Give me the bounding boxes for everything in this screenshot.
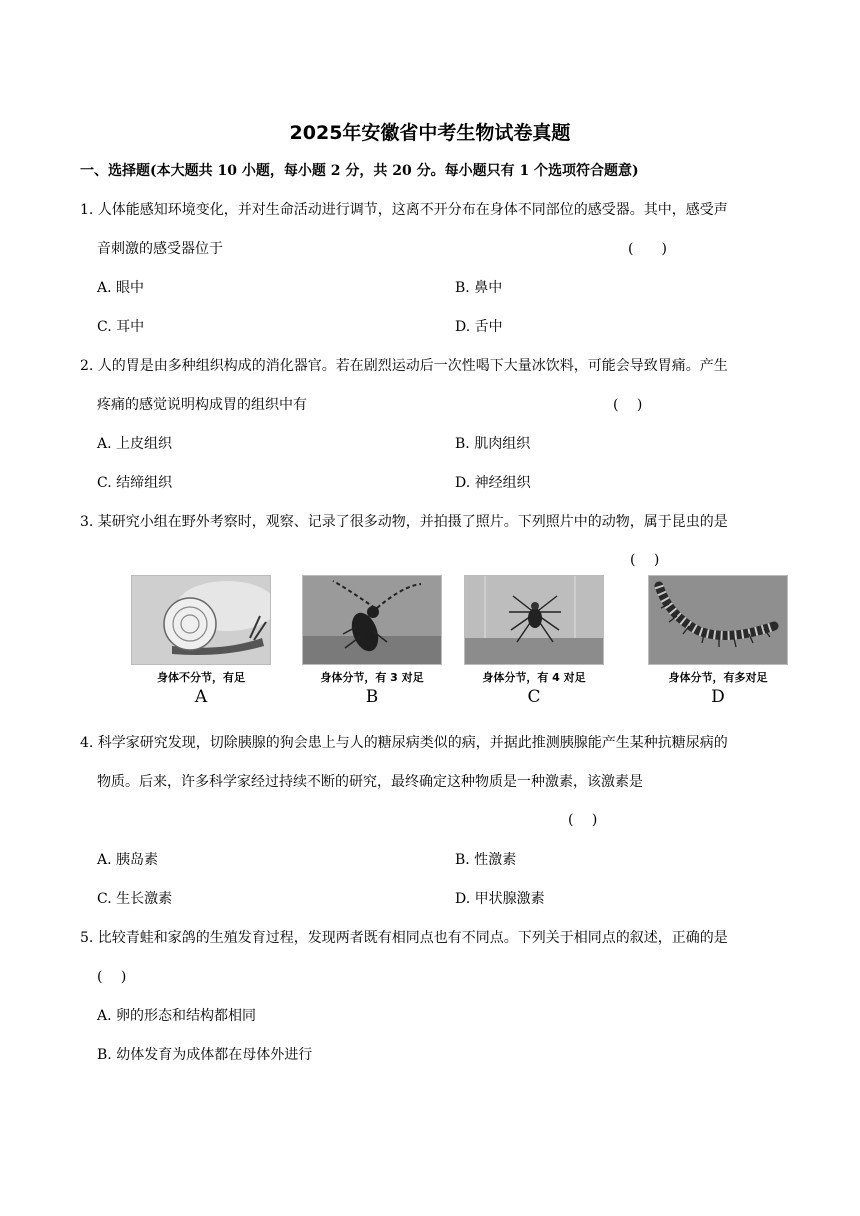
q4-option-c: C. 生长激素 <box>97 891 173 907</box>
q4-option-b: B. 性激素 <box>455 852 517 868</box>
q1-option-a: A. 眼中 <box>97 280 145 296</box>
figure-d <box>648 575 788 705</box>
q4-stem-line1: 4. 科学家研究发现，切除胰腺的狗会患上与人的糖尿病类似的病，并据此推测胰腺能产生某种抗糖尿病的 <box>80 735 728 751</box>
q4-answer-bracket: ( ) <box>568 812 598 828</box>
q2-option-b: B. 肌肉组织 <box>455 436 531 452</box>
q2-option-c: C. 结缔组织 <box>97 475 173 491</box>
q1-stem-line2: 音刺激的感受器位于 <box>97 241 223 257</box>
q2-stem-line2: 疼痛的感觉说明构成胃的组织中有 <box>97 397 307 413</box>
q1-stem-line1: 1. 人体能感知环境变化，并对生命活动进行调节，这离不开分布在身体不同部位的感受器。其中，感受声 <box>80 202 728 218</box>
snail-photo <box>131 575 271 665</box>
q1-option-c: C. 耳中 <box>97 319 145 335</box>
figure-a <box>131 575 271 705</box>
figure-c <box>464 575 604 705</box>
q4-option-d: D. 甲状腺激素 <box>455 891 545 907</box>
q5-answer-bracket: ( ) <box>97 969 127 985</box>
q1-option-d: D. 舌中 <box>455 319 503 335</box>
figure-b <box>302 575 442 705</box>
figure-d-caption: 身体分节，有多对足 <box>668 671 768 684</box>
q2-option-d: D. 神经组织 <box>455 475 531 491</box>
q5-stem-line1: 5. 比较青蛙和家鸽的生殖发育过程，发现两者既有相同点也有不同点。下列关于相同点的叙述，正确的是 <box>80 930 728 946</box>
q4-stem-line2: 物质。后来，许多科学家经过持续不断的研究，最终确定这种物质是一种激素，该激素是 <box>97 774 643 790</box>
q3-stem-line1: 3. 某研究小组在野外考察时，观察、记录了很多动物，并拍摄了照片。下列照片中的动物，属于昆虫的是 <box>80 514 728 530</box>
figure-b-letter: B <box>365 687 379 707</box>
beetle-photo <box>302 575 442 665</box>
figure-d-letter: D <box>711 687 725 707</box>
q4-option-a: A. 胰岛素 <box>97 852 159 868</box>
q1-answer-bracket: ( ) <box>628 241 667 257</box>
figure-c-caption: 身体分节，有 4 对足 <box>482 671 586 684</box>
q2-answer-bracket: ( ) <box>613 397 643 413</box>
page-title: 2025年安徽省中考生物试卷真题 <box>289 122 571 144</box>
q5-option-a: A. 卵的形态和结构都相同 <box>97 1008 257 1024</box>
figure-a-caption: 身体不分节，有足 <box>157 671 245 684</box>
figure-c-letter: C <box>527 687 541 707</box>
q2-stem-line1: 2. 人的胃是由多种组织构成的消化器官。若在剧烈运动后一次性喝下大量冰饮料，可能会导致胃痛。产生 <box>80 358 728 374</box>
centipede-photo <box>648 575 788 665</box>
section-heading: 一、选择题(本大题共 10 小题，每小题 2 分，共 20 分。每小题只有 1 个选项符合题意) <box>80 163 639 179</box>
q3-answer-bracket: ( ) <box>630 552 660 568</box>
q5-option-b: B. 幼体发育为成体都在母体外进行 <box>97 1047 313 1063</box>
figure-b-caption: 身体分节，有 3 对足 <box>320 671 424 684</box>
q2-option-a: A. 上皮组织 <box>97 436 173 452</box>
figure-a-letter: A <box>194 687 208 707</box>
spider-photo <box>464 575 604 665</box>
q1-option-b: B. 鼻中 <box>455 280 503 296</box>
